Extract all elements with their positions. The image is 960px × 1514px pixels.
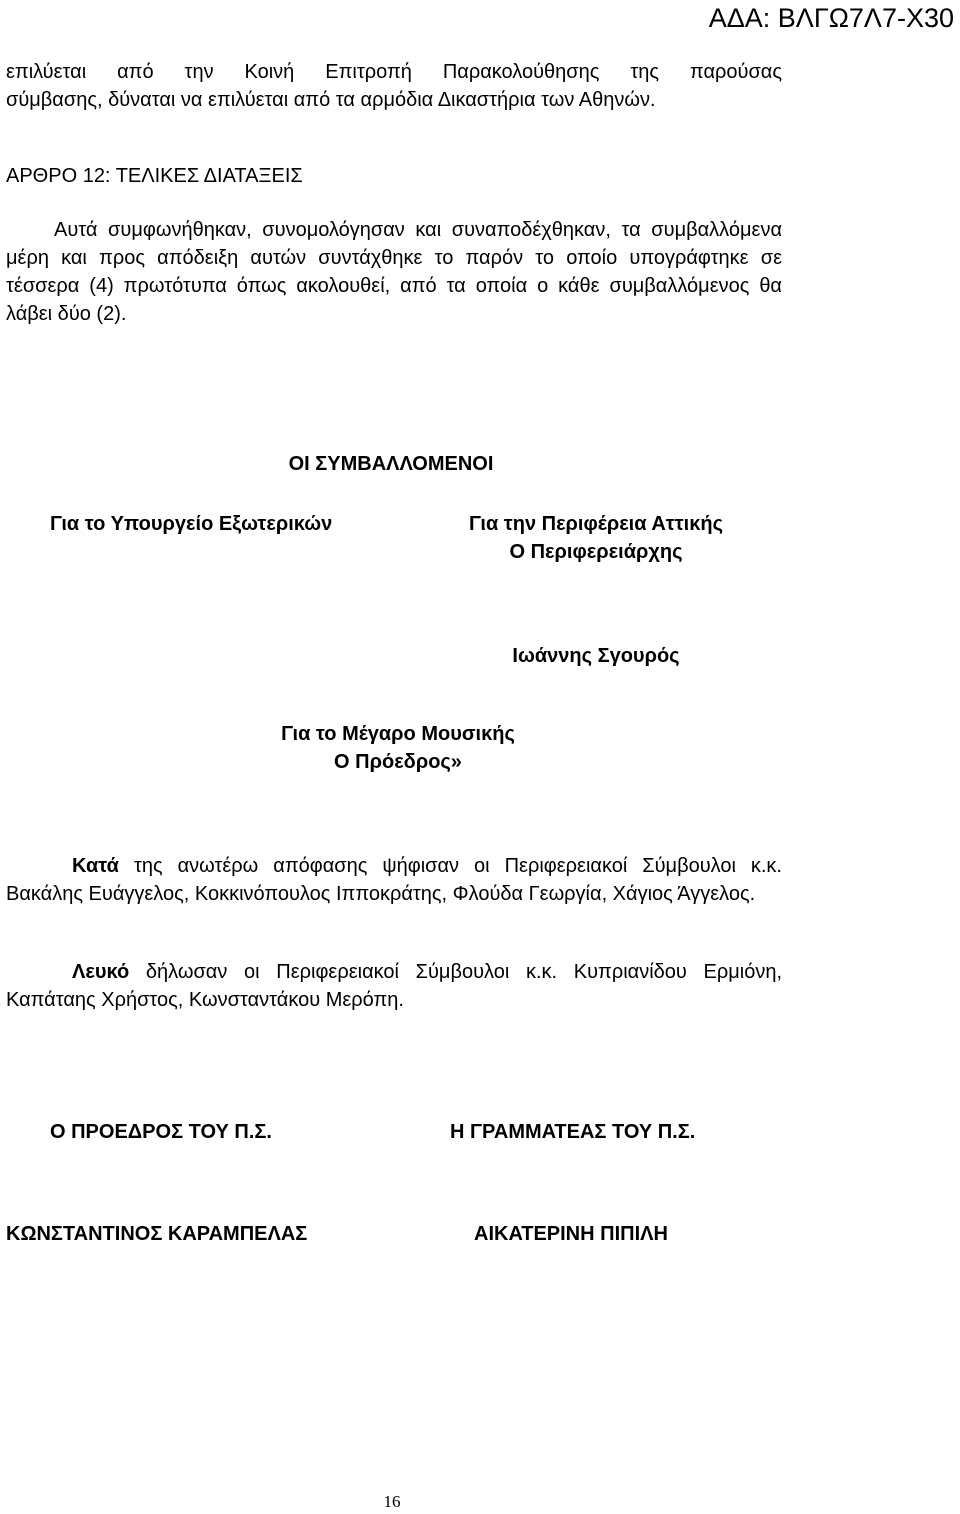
region-title: Ο Περιφερειάρχης	[509, 541, 683, 563]
ada-code: ΑΔΑ: ΒΛΓΩ7Λ7-Χ30	[708, 3, 954, 33]
page-number: 16	[383, 1492, 401, 1511]
against-text: της ανωτέρω απόφασης ψήφισαν οι Περιφερειακοί Σύμβουλοι κ.κ. Βακάλης Ευάγγελος, Κοκκινόπουλος Ιπποκράτης, Φλούδα Γεωργία, Χάγιος Άγγελος.	[6, 855, 782, 905]
secretary-title: Η ΓΡΑΜΜΑΤΕΑΣ ΤΟΥ Π.Σ.	[450, 1121, 696, 1143]
votes-blank	[6, 958, 782, 1014]
blank-label: Λευκό	[72, 961, 130, 983]
blank-text: δήλωσαν οι Περιφερειακοί Σύμβουλοι κ.κ. Κυπριανίδου Ερμιόνη, Καπάταης Χρήστος, Κωνσταντάκου Μερόπη.	[6, 961, 782, 1011]
intro-line-2: σύμβασης, δύναται να επιλύεται από τα αρμόδια Δικαστήρια των Αθηνών.	[6, 89, 656, 111]
votes-against	[6, 852, 782, 908]
ministry-label: Για το Υπουργείο Εξωτερικών	[50, 513, 333, 535]
intro-line-1: επιλύεται από την Κοινή Επιτροπή Παρακολούθησης της παρούσας	[6, 61, 782, 83]
against-label: Κατά	[72, 855, 119, 877]
region-signatory-name: Ιωάννης Σγουρός	[512, 645, 680, 667]
secretary-name: ΑΙΚΑΤΕΡΙΝΗ ΠΙΠΙΛΗ	[474, 1223, 668, 1245]
article-title: ΑΡΘΡΟ 12: ΤΕΛΙΚΕΣ ΔΙΑΤΑΞΕΙΣ	[6, 165, 303, 187]
parties-heading: ΟΙ ΣΥΜΒΑΛΛΟΜΕΝΟΙ	[288, 453, 494, 475]
region-label: Για την Περιφέρεια Αττικής	[469, 513, 723, 535]
president-name: ΚΩΝΣΤΑΝΤΙΝΟΣ ΚΑΡΑΜΠΕΛΑΣ	[6, 1223, 308, 1245]
megaro-label: Για το Μέγαρο Μουσικής	[281, 723, 515, 745]
president-title: Ο ΠΡΟΕΔΡΟΣ ΤΟΥ Π.Σ.	[50, 1121, 272, 1143]
megaro-title: Ο Πρόεδρος»	[334, 751, 462, 773]
article-body: Αυτά συμφωνήθηκαν, συνομολόγησαν και συναποδέχθηκαν, τα συμβαλλόμενα μέρη και προς απόδειξη αυτών συντάχθηκε το παρόν το οποίο υπογράφτηκε σε τέσσερα (4) πρωτότυπα όπως ακολουθεί, από τα οποία ο κάθε συμβαλλόμενος θα λάβει δύο (2).	[6, 219, 782, 325]
